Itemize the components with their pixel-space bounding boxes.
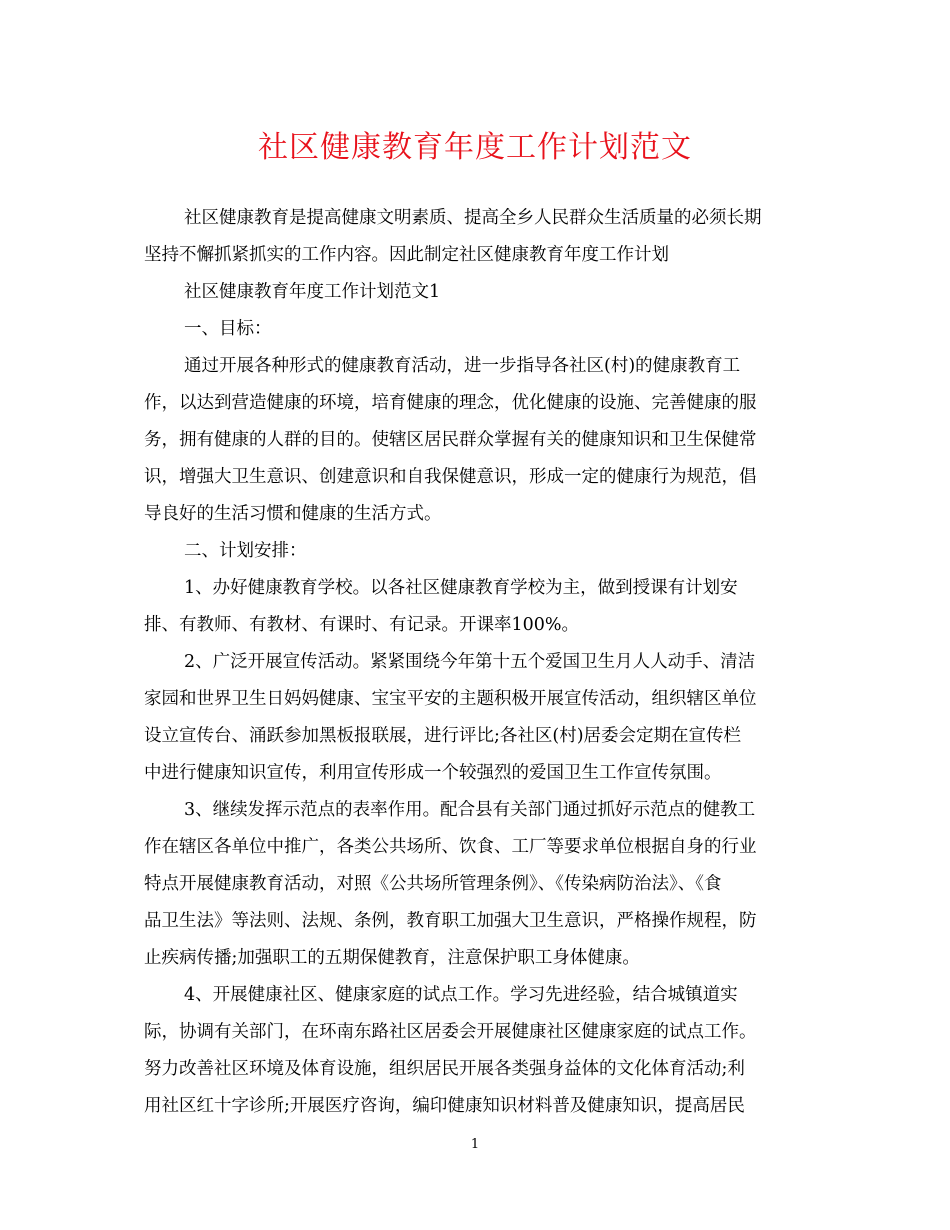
paragraph bbox=[144, 274, 806, 311]
paragraph bbox=[144, 533, 806, 570]
page-number: 1 bbox=[470, 1137, 480, 1152]
paragraph-line: 设立宣传台、涌跃参加黑板报联展，进行评比;各社区(村)居委会定期在宣传栏 bbox=[144, 726, 742, 746]
paragraph bbox=[144, 311, 806, 348]
paragraph-line: 品卫生法》等法则、法规、条例，教育职工加强大卫生意识，严格操作规程，防 bbox=[144, 911, 757, 931]
paragraph-line: 作，以达到营造健康的环境，培育健康的理念，优化健康的设施、完善健康的服 bbox=[144, 393, 757, 413]
paragraph-line: 社区健康教育是提高健康文明素质、提高全乡人民群众生活质量的必须长期 bbox=[184, 208, 762, 228]
paragraph-line: 用社区红十字诊所;开展医疗咨询，编印健康知识材料普及健康知识，提高居民 bbox=[144, 1096, 745, 1116]
paragraph bbox=[144, 644, 806, 792]
paragraph-line: 作在辖区各单位中推广，各类公共场所、饮食、工厂等要求单位根据自身的行业 bbox=[144, 837, 757, 857]
document-title: 社区健康教育年度工作计划范文 bbox=[258, 130, 692, 165]
paragraph-line: 导良好的生活习惯和健康的生活方式。 bbox=[144, 504, 442, 524]
paragraph-line: 努力改善社区环境及体育设施，组织居民开展各类强身益体的文化体育活动;利 bbox=[144, 1059, 745, 1079]
paragraph-line: 社区健康教育年度工作计划范文1 bbox=[184, 282, 441, 302]
paragraph bbox=[144, 977, 806, 1125]
paragraph-line: 4、开展健康社区、健康家庭的试点工作。学习先进经验，结合城镇道实 bbox=[184, 985, 738, 1005]
paragraph-line: 通过开展各种形式的健康教育活动，进一步指导各社区(村)的健康教育工 bbox=[184, 356, 741, 376]
paragraph-line: 止疾病传播;加强职工的五期保健教育，注意保护职工身体健康。 bbox=[144, 948, 640, 968]
paragraph-line: 二、计划安排： bbox=[184, 541, 307, 561]
paragraph-line: 际，协调有关部门，在环南东路社区居委会开展健康社区健康家庭的试点工作。 bbox=[144, 1022, 757, 1042]
paragraph-line: 识，增强大卫生意识、创建意识和自我保健意识，形成一定的健康行为规范，倡 bbox=[144, 467, 757, 487]
paragraph-line: 1、办好健康教育学校。以各社区健康教育学校为主，做到授课有计划安 bbox=[184, 578, 738, 598]
paragraph bbox=[144, 200, 806, 274]
paragraph-line: 3、继续发挥示范点的表率作用。配合县有关部门通过抓好示范点的健教工 bbox=[184, 800, 756, 820]
paragraph bbox=[144, 348, 806, 533]
paragraph-line: 坚持不懈抓紧抓实的工作内容。因此制定社区健康教育年度工作计划 bbox=[144, 245, 669, 265]
paragraph-line: 特点开展健康教育活动，对照《公共场所管理条例》、《传染病防治法》、《食 bbox=[144, 874, 722, 894]
paragraph bbox=[144, 570, 806, 644]
paragraph-line: 排、有教师、有教材、有课时、有记录。开课率100%。 bbox=[144, 615, 580, 635]
paragraph-line: 家园和世界卫生日妈妈健康、宝宝平安的主题积极开展宣传活动，组织辖区单位 bbox=[144, 689, 757, 709]
document-body bbox=[144, 200, 806, 1125]
paragraph-line: 务，拥有健康的人群的目的。使辖区居民群众掌握有关的健康知识和卫生保健常 bbox=[144, 430, 757, 450]
paragraph-line: 中进行健康知识宣传，利用宣传形成一个较强烈的爱国卫生工作宣传氛围。 bbox=[144, 763, 722, 783]
paragraph-line: 一、目标： bbox=[184, 319, 272, 339]
paragraph bbox=[144, 792, 806, 977]
paragraph-line: 2、广泛开展宣传活动。紧紧围绕今年第十五个爱国卫生月人人动手、清洁 bbox=[184, 652, 756, 672]
